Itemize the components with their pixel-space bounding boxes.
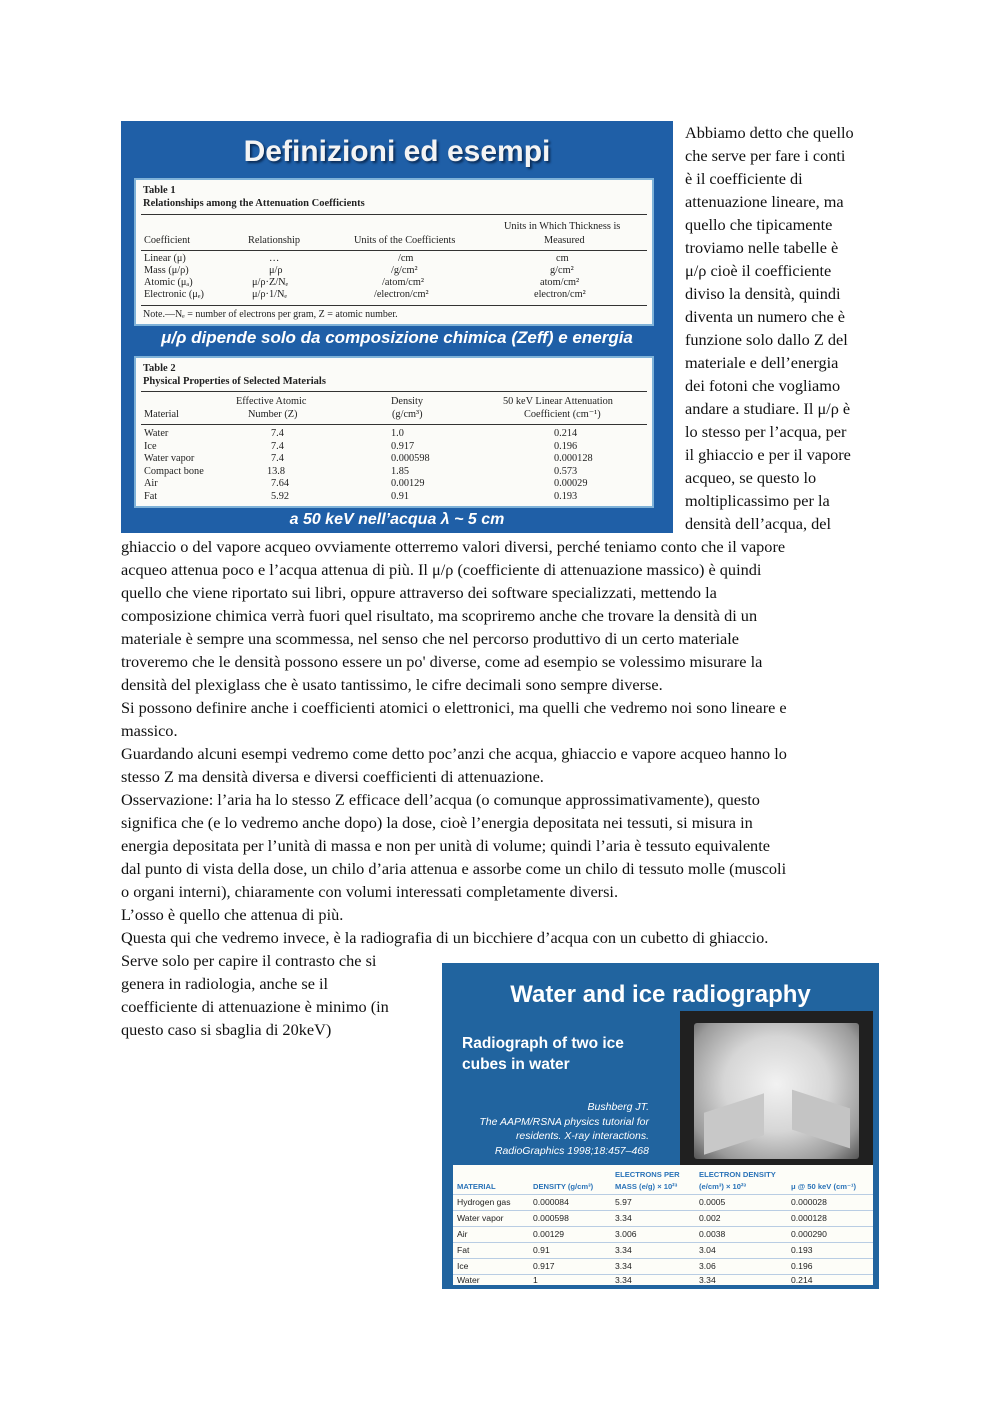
column-header: Material [144,409,179,420]
table-cell: g/cm² [550,265,574,276]
text-line: significa che (e lo vedremo anche dopo) la dose, cioè l’energia depositata nei tessuti, si misura in [121,813,753,832]
column-header: MATERIAL [457,1182,496,1191]
table-cell: 3.34 [615,1213,632,1223]
text-line: ghiaccio o del vapore acqueo ovviamente otterremo valori diversi, perché teniamo conto che il vapore [121,537,786,556]
table-cell: 5.92 [271,490,290,502]
text-line: Osservazione: l’aria ha lo stesso Z efficace dell’acqua (o comunque approssimativamente), questo [121,790,760,809]
text-line: dei fotoni che vogliamo [685,376,841,395]
citation-line: residents. X-ray interactions. [515,1130,649,1142]
slide-middle-caption: μ/ρ dipende solo da composizione chimica (Zeff) e energia [161,328,633,347]
slide-definizioni [121,121,673,533]
column-header: Units of the Coefficients [354,235,456,246]
text-line: quello che tipicamente [685,215,833,234]
table-number: Table 1 [143,185,176,196]
table-cell: 0.00129 [391,478,425,489]
table-rule [453,1194,873,1195]
table-cell: 3.34 [699,1275,716,1285]
table-cell: /electron/cm² [374,289,429,300]
text-line: Serve solo per capire il contrasto che si [121,951,377,970]
table-cell: 7.4 [271,428,284,439]
table-cell: 0.000028 [791,1197,827,1207]
table-cell: Atomic (μₐ) [144,277,193,288]
column-header: Units in Which Thickness is [504,221,621,232]
table-cell: 0.91 [533,1245,550,1255]
table-cell: Air [457,1229,468,1239]
text-line: genera in radiologia, anche se il [121,974,329,993]
text-line: lo stesso per l’acqua, per [685,422,847,441]
table-cell: Water vapor [144,453,195,464]
electron-density-table [453,1165,873,1285]
table-cell: 1 [533,1275,538,1285]
text-line: diventa un numero che è [685,307,846,326]
text-line: massico. [121,721,178,740]
table-rule [141,424,647,425]
text-line: acqueo, se questo lo [685,468,817,487]
table-cell: Ice [457,1261,469,1271]
column-header: Coefficient [144,235,191,246]
table-cell: Fat [144,490,158,502]
text-line: densità dell’acqua, del [685,514,832,533]
text-line: o organi interni), chiaramente con volumi interessati completamente diversi. [121,882,619,901]
table-cell: Water [457,1275,480,1285]
table-cell: 0.000290 [791,1229,827,1239]
table-cell: electron/cm² [534,289,586,300]
table-cell: Air [144,478,158,489]
table-material-properties [134,356,654,508]
table-cell: 0.000128 [791,1213,827,1223]
table-cell: 0.196 [554,440,578,452]
table-cell: 0.00029 [554,478,588,489]
table-cell: Fat [457,1245,470,1255]
table-cell: 0.91 [391,490,410,502]
citation-line: RadioGraphics 1998;18:457–468 [494,1145,649,1157]
text-line: attenuazione lineare, ma [685,192,844,211]
table-cell: 0.0038 [699,1229,726,1239]
table-cell: cm [556,253,569,264]
table-cell: 0.193 [554,490,578,502]
slide-water-ice-radiography [442,963,879,1289]
table-cell: 0.000128 [554,453,593,464]
table-cell: Linear (μ) [144,253,186,264]
text-line: densità del plexiglass che è usato tantissimo, le cifre decimali sono sempre diverse. [121,675,663,694]
column-header: ELECTRON DENSITY [699,1170,776,1179]
table-note: Note.—Nₑ = number of electrons per gram, Z = atomic number. [143,309,398,320]
table-cell: 5.97 [615,1197,632,1207]
table-cell: 3.34 [615,1275,632,1285]
table-cell: 0.002 [699,1213,721,1223]
table-cell: 0.214 [554,428,578,439]
text-line: energia depositata per l’unità di massa e non per unità di volume; quindi l’aria è tessuto equivalente [121,836,770,855]
table-cell: 3.06 [699,1261,716,1271]
table-cell: 0.917 [391,440,415,452]
table-cell: 0.00129 [533,1229,565,1239]
table-cell: … [269,253,280,264]
text-line: coefficiente di attenuazione è minimo (in [121,997,389,1016]
table-cell: 0.573 [554,465,578,477]
table-cell: 0.000084 [533,1197,569,1207]
text-line: materiale e dell’energia [685,353,839,372]
table-cell: 0.196 [791,1261,813,1271]
table-rule [453,1258,873,1259]
column-header: DENSITY (g/cm³) [533,1182,594,1191]
table-cell: 0.000598 [533,1213,569,1223]
citation-line: The AAPM/RSNA physics tutorial for [479,1116,649,1128]
text-line: dal punto di vista della dose, un chilo d’aria attenua e assorbe come un chilo di tessuto molle (muscoli [121,859,787,878]
text-line: acqueo attenua poco e l’acqua attenua di più. Il μ/ρ (coefficiente di attenuazione massico) è quindi [121,560,762,579]
column-header: μ @ 50 keV (cm⁻¹) [791,1182,857,1191]
slide-title: Water and ice radiography [510,981,811,1008]
column-header: Effective Atomic [236,396,307,407]
column-header: ELECTRONS PER [615,1170,680,1179]
table-rule [453,1242,873,1243]
text-line: Guardando alcuni esempi vedremo come detto poc’anzi che acqua, ghiaccio e vapore acqueo hanno lo [121,744,787,763]
table-cell: 7.4 [271,440,284,452]
table-rule [141,214,647,215]
table-cell: Ice [144,440,157,452]
text-line: μ/ρ cioè il coefficiente [685,261,832,280]
table-cell: /atom/cm² [382,277,424,288]
table-cell: 1.0 [391,428,404,439]
table-cell: 7.4 [271,453,284,464]
text-line: il ghiaccio e per il vapore [685,445,851,464]
text-line: andare a studiare. Il μ/ρ è [685,399,851,418]
table-cell: 3.34 [615,1261,632,1271]
table-cell: 0.000598 [391,453,430,464]
table-cell: 3.34 [615,1245,632,1255]
table-cell: Water vapor [457,1213,504,1223]
subtitle-line: cubes in water [462,1056,570,1073]
text-line: questo caso si sbaglia di 20keV) [121,1020,332,1039]
table-rule [141,250,647,251]
table-rule [141,305,647,306]
text-line: Abbiamo detto che quello [685,123,854,142]
text-line: quello che viene riportato sui libri, oppure attraverso dei software specializzati, mettendo la [121,583,717,602]
text-line: Questa qui che vedremo invece, è la radiografia di un bicchiere d’acqua con un cubetto di ghiaccio. [121,928,769,947]
column-header: Measured [544,235,585,246]
table-cell: μ/ρ [269,265,283,276]
slide-footer-caption: a 50 keV nell’acqua λ ~ 5 cm [289,511,505,528]
table-cell: 0.214 [791,1275,813,1285]
text-line: funzione solo dallo Z del [685,330,848,349]
table-cell: 3.006 [615,1229,637,1239]
text-line: composizione chimica verrà fuori quel risultato, ma scopriremo anche che trovare la densità di un [121,606,758,625]
table-cell: /g/cm² [391,265,418,276]
table-number: Table 2 [143,363,176,374]
text-line: stesso Z ma densità diversa e diversi coefficienti di attenuazione. [121,767,544,786]
text-line: Si possono definire anche i coefficienti atomici o elettronici, ma quelli che vedremo noi sono lineare e [121,698,787,717]
table-cell: 0.0005 [699,1197,726,1207]
column-header: (g/cm³) [392,409,423,420]
table-cell: 7.64 [271,478,290,489]
subtitle-line: Radiograph of two ice [462,1035,624,1052]
table-cell: 0.193 [791,1245,813,1255]
table-cell: 1.85 [391,465,410,477]
slide-subtitle [462,1033,662,1075]
table-cell: Mass (μ/ρ) [144,265,189,276]
slide-title: Definizioni ed esempi [243,135,551,168]
table-rule [141,391,647,392]
citation-line: Bushberg JT. [587,1101,649,1113]
text-line: troveremo che le densità possono essere un po' diverse, come ad esempio se volessimo misurare la [121,652,763,671]
column-header: Relationship [248,235,301,246]
text-line: L’osso è quello che attenua di più. [121,905,344,924]
column-header: 50 keV Linear Attenuation [503,396,613,407]
table-cell: Compact bone [144,465,204,477]
column-header: (e/cm³) × 10²³ [699,1182,747,1191]
table-cell: 3.04 [699,1245,716,1255]
text-line: che serve per fare i conti [685,146,846,165]
column-header: Coefficient (cm⁻¹) [524,409,601,420]
table-cell: Water [144,428,169,439]
table-caption: Relationships among the Attenuation Coefficients [143,198,365,209]
table-cell: μ/ρ·1/Nₑ [252,289,288,300]
table-cell: Electronic (μₑ) [144,289,204,300]
text-line: diviso la densità, quindi [685,284,841,303]
table-caption: Physical Properties of Selected Materials [143,376,326,387]
table-rule [453,1210,873,1211]
text-line: materiale è sempre una scommessa, nel senso che nel percorso produttivo di un certo materiale [121,629,740,648]
column-header: MASS (e/g) × 10²³ [615,1182,678,1191]
column-header: Number (Z) [248,409,298,420]
table-cell: atom/cm² [540,277,580,288]
text-line: troviamo nelle tabelle è [685,238,839,257]
radiograph-image [680,1011,873,1169]
column-header: Density [391,396,424,407]
table-cell: Hydrogen gas [457,1197,511,1207]
text-line: è il coefficiente di [685,169,803,188]
table-rule [453,1226,873,1227]
table-cell: μ/ρ·Z/Nₑ [252,277,289,288]
table-cell: 13.8 [267,465,286,477]
table-cell: /cm [398,253,414,264]
table-attenuation-relationships [134,178,654,326]
table-cell: 0.917 [533,1261,555,1271]
text-line: moltiplicassimo per la [685,491,830,510]
